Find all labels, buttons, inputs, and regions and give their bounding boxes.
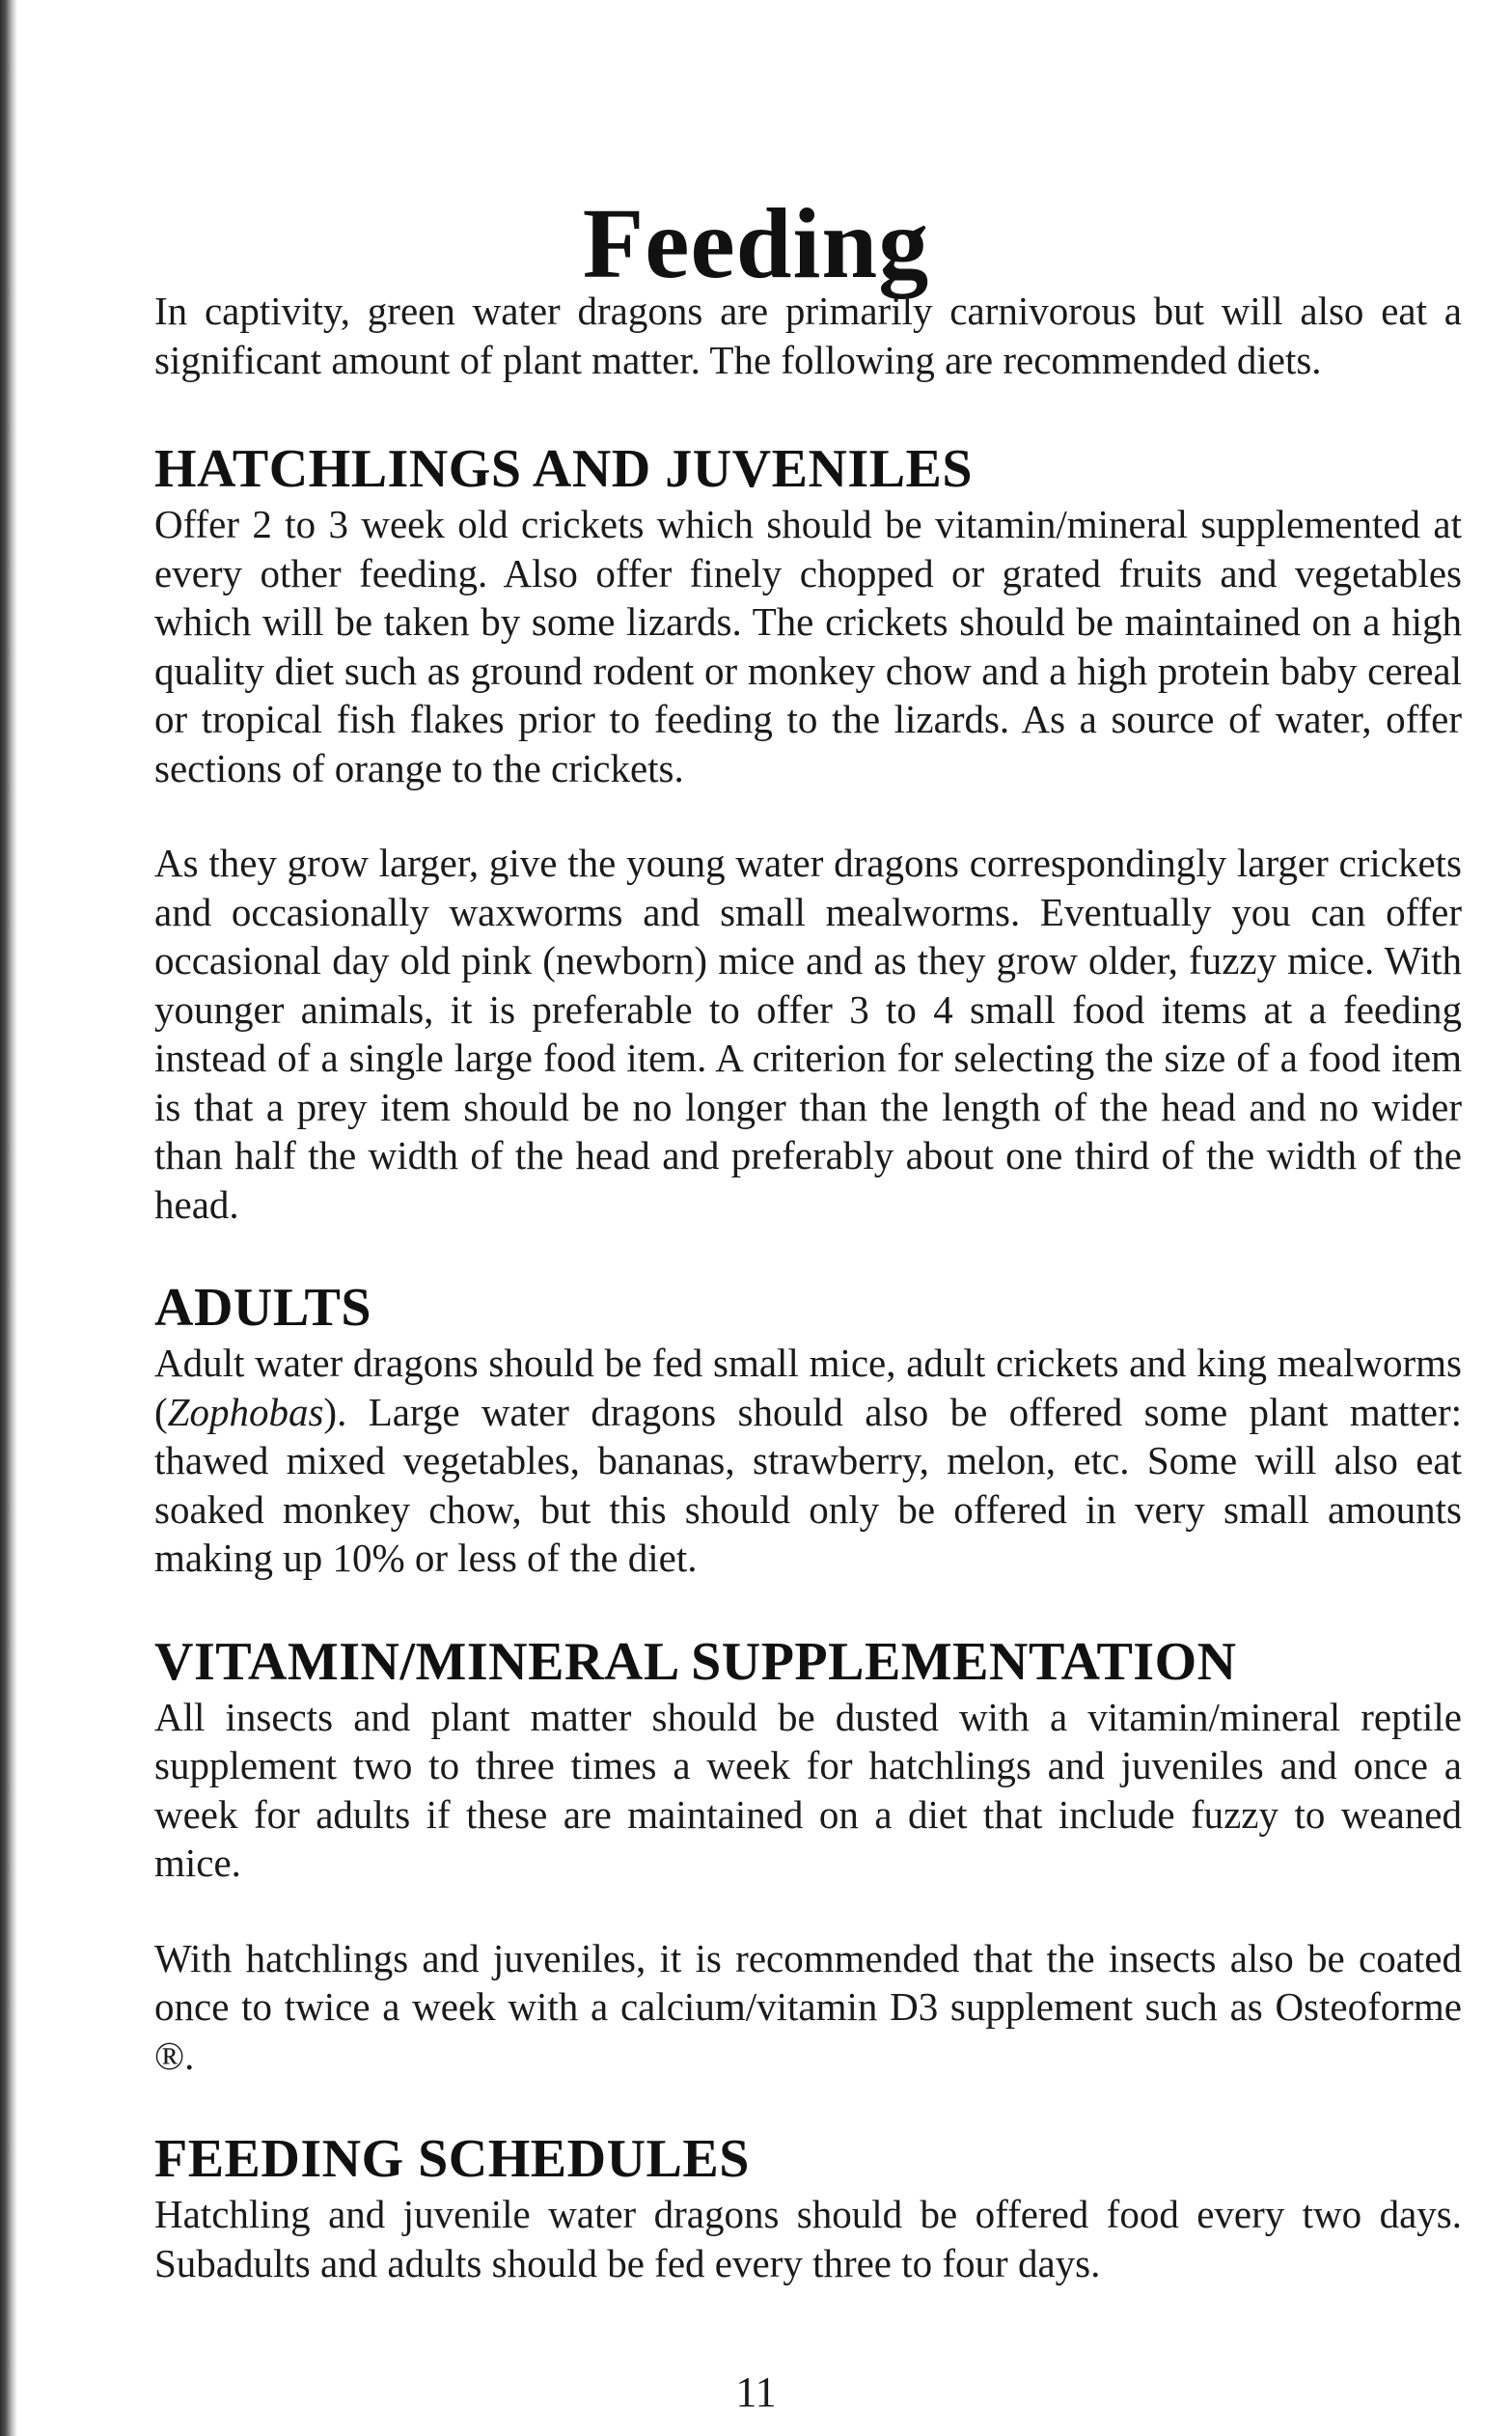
adults-heading: ADULTS	[154, 1278, 372, 1338]
schedules-heading: FEEDING SCHEDULES	[154, 2129, 750, 2189]
schedules-paragraph: Hatchling and juvenile water dragons should be offered food every two days. Subadults and adults should be fed every three to four days.	[154, 2192, 1462, 2285]
page-number: 11	[735, 2368, 777, 2416]
vitamin-paragraph-2: With hatchlings and juveniles, it is recommended that the insects also be coated once to twice a week with a calcium/vitamin D3 supplement such as Osteoforme ®.	[154, 1935, 1462, 2078]
vitamin-paragraph-1: All insects and plant matter should be dusted with a vitamin/mineral reptile supplement two to three times a week for hatchlings and juveniles and once a week for adults if these are maintained on a diet that include fuzzy to weaned mice.	[154, 1694, 1462, 1885]
hatchlings-paragraph-1: Offer 2 to 3 week old crickets which should be vitamin/mineral supplemented at every other feeding. Also offer finely chopped or grated fruits and vegetables which will be taken by some lizards. The crickets should be maintained on a high quality diet such as ground rodent or monkey chow and a high protein baby cereal or tropical fish flakes prior to feeding to the lizards. As a source of water, offer sections of orange to the crickets.	[154, 502, 1462, 790]
hatchlings-heading: HATCHLINGS AND JUVENILES	[154, 439, 974, 499]
hatchlings-paragraph-2: As they grow larger, give the young water dragons correspondingly larger crickets and occasionally waxworms and small mealworms. Eventually you can offer occasional day old pink (newborn) mice and as they grow older, fuzzy mice. With younger animals, it is preferable to offer 3 to 4 small food items at a feeding instead of a single large food item. A criterion for selecting the size of a food item is that a prey item should be no longer than the length of the head and no wider than half the width of the head and preferably about one third of the width of the head.	[154, 841, 1462, 1227]
adults-text-start: Adult water dragons should be fed small mice, adult crickets and king mealworms (	[154, 1341, 1462, 1434]
page-title: Feeding	[582, 187, 930, 299]
adults-text-end: ). Large water dragons should also be offered some plant matter: thawed mixed vegetables, bananas, strawberry, melon, etc. Some will also eat soaked monkey chow, but this should only be offered in very small amounts making up 10% or less of the diet.	[154, 1389, 1462, 1580]
page-content	[154, 287, 1462, 2287]
adults-species-italic: Zophobas	[167, 1389, 324, 1434]
adults-paragraph	[154, 1339, 1462, 1583]
vitamin-heading: VITAMIN/MINERAL SUPPLEMENTATION	[154, 1631, 1237, 1692]
page-edge-shadow	[0, 0, 17, 2436]
intro-paragraph: In captivity, green water dragons are primarily carnivorous but will also eat a significant amount of plant matter. The following are recommended diets.	[154, 289, 1462, 382]
